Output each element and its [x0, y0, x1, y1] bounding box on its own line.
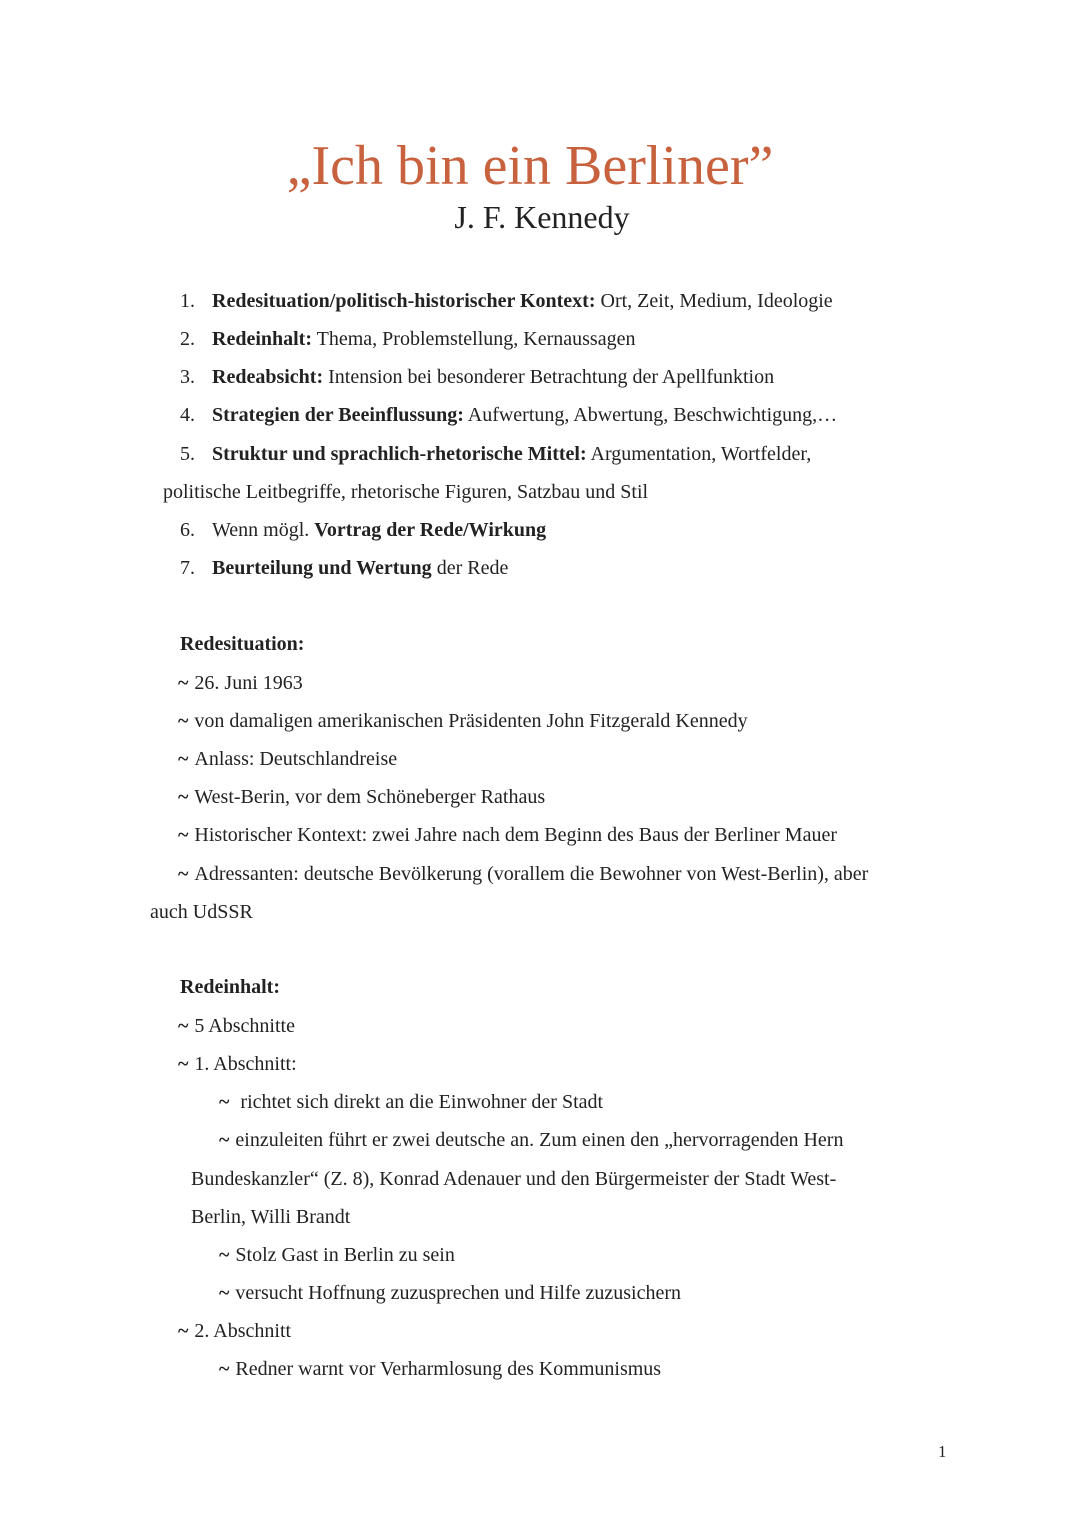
tilde-bullet-icon: ~ — [219, 1244, 230, 1266]
outline-desc: Thema, Problemstellung, Kernaussagen — [312, 328, 636, 350]
outline-prefix: Wenn mögl. — [212, 519, 315, 541]
list-item: ~ Stolz Gast in Berlin zu sein — [219, 1244, 455, 1266]
page-subtitle: J. F. Kennedy — [454, 199, 630, 235]
outline-number: 5. — [180, 443, 195, 465]
outline-desc: Ort, Zeit, Medium, Ideologie — [595, 290, 833, 312]
outline-term: Struktur und sprachlich-rhetorische Mittel: — [212, 443, 587, 465]
tilde-bullet-icon: ~ — [178, 672, 189, 694]
tilde-bullet-icon: ~ — [219, 1129, 230, 1151]
list-item: ~ West-Berin, vor dem Schöneberger Rathaus — [178, 786, 546, 808]
outline-item-1 — [180, 288, 833, 314]
page-title: „Ich bin ein Berliner” — [286, 135, 774, 197]
list-item: ~ einzuleiten führt er zwei deutsche an. Zum einen den „hervorragenden Hern — [219, 1129, 844, 1151]
list-item: ~ Adressanten: deutsche Bevölkerung (vorallem die Bewohner von West-Berlin), aber — [178, 863, 869, 885]
list-item-continuation: auch UdSSR — [150, 901, 253, 923]
outline-item-3 — [180, 364, 774, 390]
list-item-continuation: Bundeskanzler“ (Z. 8), Konrad Adenauer und den Bürgermeister der Stadt West- — [191, 1168, 837, 1190]
outline-desc: Argumentation, Wortfelder, — [586, 443, 812, 465]
outline-item-5 — [180, 441, 811, 467]
list-item: ~ 26. Juni 1963 — [178, 672, 303, 694]
list-item: ~ versucht Hoffnung zuzusprechen und Hilfe zuzusichern — [219, 1282, 681, 1304]
tilde-bullet-icon: ~ — [219, 1282, 230, 1304]
outline-desc: der Rede — [431, 557, 509, 579]
outline-term: Redeabsicht: — [212, 366, 324, 388]
list-item: ~ von damaligen amerikanischen Präsidenten John Fitzgerald Kennedy — [178, 710, 748, 732]
tilde-bullet-icon: ~ — [219, 1358, 230, 1380]
tilde-bullet-icon: ~ — [178, 1053, 189, 1075]
tilde-bullet-icon: ~ — [178, 824, 189, 846]
outline-item-2 — [180, 326, 635, 352]
tilde-bullet-icon: ~ — [178, 1320, 189, 1342]
outline-item-5-continuation: politische Leitbegriffe, rhetorische Figuren, Satzbau und Stil — [163, 481, 649, 503]
list-item: ~ 1. Abschnitt: — [178, 1053, 297, 1075]
tilde-bullet-icon: ~ — [178, 786, 189, 808]
section-heading: Redesituation: — [180, 633, 305, 655]
outline-desc: Aufwertung, Abwertung, Beschwichtigung,… — [463, 404, 838, 426]
outline-number: 3. — [180, 366, 195, 388]
list-item: ~ Historischer Kontext: zwei Jahre nach dem Beginn des Baus der Berliner Mauer — [178, 824, 837, 846]
outline-item-4 — [180, 402, 837, 428]
outline-term: Vortrag der Rede/Wirkung — [314, 519, 547, 541]
tilde-bullet-icon: ~ — [219, 1091, 230, 1113]
outline-desc: Intension bei besonderer Betrachtung der Apellfunktion — [323, 366, 775, 388]
outline-number: 4. — [180, 404, 195, 426]
tilde-bullet-icon: ~ — [178, 863, 189, 885]
list-item: ~ Anlass: Deutschlandreise — [178, 748, 398, 770]
tilde-bullet-icon: ~ — [178, 748, 189, 770]
outline-number: 2. — [180, 328, 195, 350]
outline-term: Strategien der Beeinflussung: — [212, 404, 464, 426]
list-item: ~ 2. Abschnitt — [178, 1320, 292, 1342]
outline-term: Redeinhalt: — [212, 328, 312, 350]
outline-term: Redesituation/politisch-historischer Kontext: — [212, 290, 596, 312]
section-heading: Redeinhalt: — [180, 976, 280, 998]
outline-number: 6. — [180, 519, 195, 541]
outline-term: Beurteilung und Wertung — [212, 557, 432, 579]
tilde-bullet-icon: ~ — [178, 1015, 189, 1037]
page-number: 1 — [938, 1442, 947, 1461]
list-item: ~ 5 Abschnitte — [178, 1015, 295, 1037]
outline-item-6 — [180, 517, 546, 543]
tilde-bullet-icon: ~ — [178, 710, 189, 732]
list-item-continuation: Berlin, Willi Brandt — [191, 1206, 351, 1228]
outline-number: 7. — [180, 557, 195, 579]
outline-item-7 — [180, 555, 508, 581]
outline-number: 1. — [180, 290, 195, 312]
list-item: ~ Redner warnt vor Verharmlosung des Kommunismus — [219, 1358, 662, 1380]
list-item: ~ richtet sich direkt an die Einwohner der Stadt — [219, 1091, 604, 1113]
